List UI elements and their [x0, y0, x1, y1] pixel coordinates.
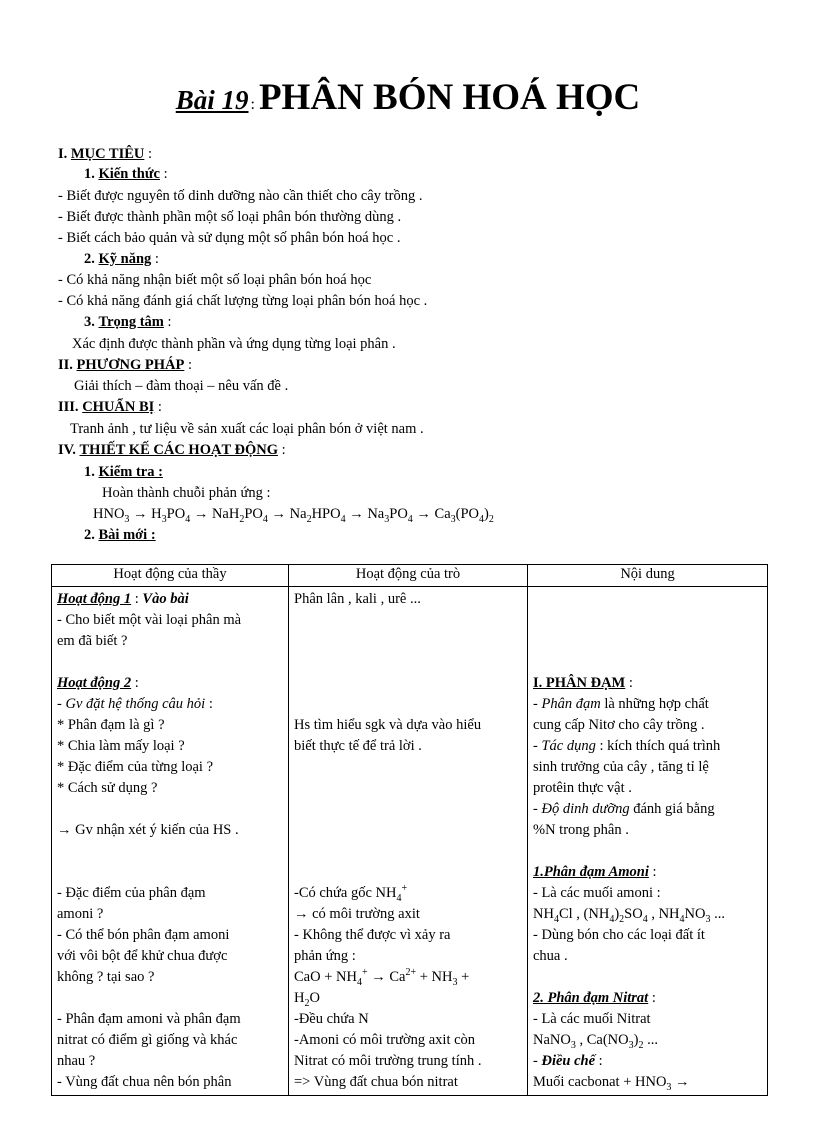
- blank-line: [294, 610, 522, 631]
- teacher-line: [57, 589, 283, 610]
- lesson-title: PHÂN BÓN HOÁ HỌC: [258, 77, 641, 118]
- knowledge-item: - Biết được thành phần một số loại phân bón thường dùng .: [58, 209, 402, 225]
- text-fragment: , NH: [647, 906, 680, 922]
- content-line: [533, 925, 762, 946]
- text-fragment: → NaH: [190, 506, 240, 522]
- student-activity-cell: [289, 587, 528, 1096]
- focus-text: Xác định được thành phần và ứng dụng từng loại phân .: [72, 336, 396, 352]
- content-line: [533, 673, 762, 694]
- text-fragment: 3: [384, 513, 390, 525]
- text-fragment: Tác dụng: [541, 738, 596, 754]
- text-fragment: → Na: [345, 506, 385, 522]
- blank-line: [533, 652, 762, 673]
- text-fragment: 4: [356, 976, 362, 988]
- text-fragment: 4: [396, 892, 402, 904]
- text-fragment: - Không thể được vì xảy ra: [294, 927, 451, 943]
- text-fragment: - Dùng bón cho các loại đất ít: [533, 927, 705, 943]
- text-fragment: biết thực tế để trả lời .: [294, 738, 422, 754]
- skills-item: - Có khả năng nhận biết một số loại phân bón hoá học: [58, 272, 372, 288]
- blank-line: [57, 988, 283, 1009]
- content-line: [533, 988, 762, 1009]
- text-fragment: 3: [161, 513, 167, 525]
- text-fragment: Cl , (NH: [558, 906, 610, 922]
- text-fragment: 2: [638, 1039, 644, 1051]
- student-line: [294, 967, 522, 988]
- text-fragment: NH: [533, 906, 554, 922]
- check-instruction: Hoàn thành chuỗi phản ứng :: [102, 485, 271, 501]
- text-fragment: Gv đặt hệ thống câu hỏi: [65, 696, 206, 712]
- text-fragment: -: [533, 738, 542, 754]
- text-fragment: 3: [666, 1081, 672, 1093]
- text-fragment: - Có thể bón phân đạm amoni: [57, 927, 230, 943]
- content-line: [533, 1030, 762, 1051]
- text-fragment: -: [533, 1053, 542, 1069]
- text-fragment: +: [457, 969, 470, 985]
- text-fragment: 4: [185, 513, 191, 525]
- text-fragment: , Ca(NO: [575, 1032, 629, 1048]
- text-fragment: không ? tại sao ?: [57, 969, 155, 985]
- text-fragment: * Phân đạm là gì ?: [57, 717, 165, 733]
- text-fragment: :: [131, 675, 139, 691]
- knowledge-heading: 1. Kiến thức :: [84, 166, 168, 182]
- text-fragment: HNO: [93, 506, 125, 522]
- student-line: [294, 883, 522, 904]
- blank-line: [294, 652, 522, 673]
- text-fragment: :: [625, 675, 633, 691]
- text-fragment: - Là các muối amoni :: [533, 885, 661, 901]
- blank-line: [294, 799, 522, 820]
- section-activities-heading: IV. THIẾT KẾ CÁC HOẠT ĐỘNG :: [58, 442, 286, 458]
- text-fragment: - Đặc điểm của phân đạm: [57, 885, 206, 901]
- student-line: [294, 1072, 522, 1093]
- text-fragment: sinh trưởng của cây , tăng tỉ lệ: [533, 759, 709, 775]
- blank-line: [57, 862, 283, 883]
- text-fragment: với vôi bột để khử chua được: [57, 948, 228, 964]
- teacher-line: [57, 694, 283, 715]
- text-fragment: Độ dinh dưỡng: [541, 801, 630, 817]
- text-fragment: 3: [452, 976, 458, 988]
- text-fragment: 4: [609, 913, 615, 925]
- text-fragment: 3: [450, 513, 456, 525]
- content-line: [533, 820, 762, 841]
- student-line: [294, 904, 522, 925]
- blank-line: [294, 778, 522, 799]
- text-fragment: O: [309, 990, 320, 1006]
- content-line: [533, 883, 762, 904]
- student-column-header: Hoạt động của trò: [289, 565, 528, 587]
- teacher-line: [57, 820, 283, 841]
- text-fragment: HPO: [311, 506, 341, 522]
- text-fragment: phản ứng :: [294, 948, 356, 964]
- text-fragment: CaO + NH: [294, 969, 357, 985]
- text-fragment: -Amoni có môi trường axit còn: [294, 1032, 476, 1048]
- text-fragment: NO: [684, 906, 706, 922]
- content-line: [533, 946, 762, 967]
- text-fragment: * Cách sử dụng ?: [57, 780, 158, 796]
- text-fragment: → Na: [267, 506, 307, 522]
- text-fragment: ...: [710, 906, 725, 922]
- text-fragment: ): [614, 906, 620, 922]
- preparation-text: Tranh ảnh , tư liệu về sản xuất các loại phân bón ở việt nam .: [70, 421, 424, 437]
- student-line: [294, 946, 522, 967]
- reaction-chain-formula: [93, 506, 494, 525]
- text-fragment: → có môi trường axit: [294, 906, 420, 922]
- blank-line: [57, 652, 283, 673]
- text-fragment: là những hợp chất: [600, 696, 709, 712]
- text-fragment: em đã biết ?: [57, 633, 128, 649]
- skills-item: - Có khả năng đánh giá chất lượng từng loại phân bón hoá học .: [58, 293, 428, 309]
- text-fragment: 4: [479, 513, 485, 525]
- text-fragment: * Chia làm mấy loại ?: [57, 738, 185, 754]
- student-line: [294, 1030, 522, 1051]
- text-fragment: 3: [705, 913, 711, 925]
- skills-heading: 2. Kỹ năng :: [84, 251, 159, 267]
- blank-line: [533, 610, 762, 631]
- text-fragment: 2: [304, 997, 310, 1009]
- blank-line: [57, 841, 283, 862]
- blank-line: [294, 862, 522, 883]
- blank-line: [533, 841, 762, 862]
- content-line: [533, 694, 762, 715]
- check-heading: 1. Kiểm tra :: [84, 464, 163, 480]
- text-fragment: 1.Phân đạm Amoni: [533, 864, 649, 880]
- blank-line: [294, 820, 522, 841]
- teacher-line: [57, 1009, 283, 1030]
- text-fragment: ): [633, 1032, 639, 1048]
- student-line: [294, 1009, 522, 1030]
- text-fragment: SO: [624, 906, 643, 922]
- teacher-line: [57, 778, 283, 799]
- text-fragment: Phân lân , kali , urê ...: [294, 591, 421, 607]
- text-fragment: 4: [340, 513, 346, 525]
- text-fragment: protêin thực vật .: [533, 780, 632, 796]
- text-fragment: 2: [619, 913, 625, 925]
- teacher-column-header: Hoạt động của thầy: [52, 565, 289, 587]
- text-fragment: 4: [553, 913, 559, 925]
- text-fragment: 3: [124, 513, 130, 525]
- text-fragment: → Ca: [412, 506, 451, 522]
- text-fragment: nitrat có điểm gì giống và khác: [57, 1032, 238, 1048]
- student-line: [294, 736, 522, 757]
- blank-line: [533, 631, 762, 652]
- text-fragment: Vào bài: [142, 591, 189, 607]
- teacher-line: [57, 715, 283, 736]
- text-fragment: chua .: [533, 948, 568, 964]
- text-fragment: → Ca: [367, 969, 406, 985]
- text-fragment: 4: [679, 913, 685, 925]
- table-row: [52, 587, 768, 1096]
- method-text: Giải thích – đàm thoại – nêu vấn đề .: [74, 378, 289, 394]
- text-fragment: NaNO: [533, 1032, 571, 1048]
- content-line: [533, 862, 762, 883]
- student-line: [294, 715, 522, 736]
- reaction-chain: [93, 505, 494, 523]
- text-fragment: 4: [642, 913, 648, 925]
- text-fragment: amoni ?: [57, 906, 104, 922]
- teacher-line: [57, 883, 283, 904]
- text-fragment: (PO: [455, 506, 480, 522]
- teacher-line: [57, 610, 283, 631]
- content-cell: [528, 587, 768, 1096]
- lesson-plan-table: [51, 564, 768, 1096]
- text-fragment: H: [294, 990, 305, 1006]
- text-fragment: →: [671, 1074, 690, 1090]
- text-fragment: %N trong phân .: [533, 822, 629, 838]
- text-fragment: -: [533, 801, 542, 817]
- blank-line: [533, 589, 762, 610]
- blank-line: [294, 673, 522, 694]
- text-fragment: → Gv nhận xét ý kiến của HS .: [57, 822, 239, 838]
- text-fragment: I. PHÂN ĐẠM: [533, 675, 626, 691]
- text-fragment: - Cho biết một vài loại phân mà: [57, 612, 242, 628]
- text-fragment: 2: [306, 513, 312, 525]
- document-title: [0, 76, 816, 119]
- teacher-line: [57, 1030, 283, 1051]
- text-fragment: PO: [389, 506, 408, 522]
- text-fragment: Hs tìm hiểu sgk và dựa vào hiểu: [294, 717, 482, 733]
- teacher-line: [57, 946, 283, 967]
- knowledge-item: - Biết cách bảo quản và sử dụng một số phân bón hoá học .: [58, 230, 401, 246]
- content-line: [533, 736, 762, 757]
- text-fragment: Nitrat có môi trường trung tính .: [294, 1053, 482, 1069]
- content-column-header: Nội dung: [528, 565, 768, 587]
- teacher-line: [57, 925, 283, 946]
- blank-line: [294, 694, 522, 715]
- text-fragment: ): [484, 506, 489, 522]
- text-fragment: cung cấp Nitơ cho cây trồng .: [533, 717, 705, 733]
- teacher-line: [57, 631, 283, 652]
- text-fragment: 2: [488, 513, 494, 525]
- teacher-line: [57, 904, 283, 925]
- section-preparation-heading: III. CHUẨN BỊ :: [58, 399, 162, 415]
- text-fragment: nhau ?: [57, 1053, 96, 1069]
- student-line: [294, 988, 522, 1009]
- content-line: [533, 1072, 762, 1093]
- text-fragment: 2: [239, 513, 245, 525]
- text-fragment: :: [595, 1053, 603, 1069]
- student-line: [294, 925, 522, 946]
- text-fragment: :: [131, 591, 143, 607]
- blank-line: [533, 967, 762, 988]
- text-fragment: - Vùng đất chua nên bón phân: [57, 1074, 232, 1090]
- lesson-number: Bài 19: [175, 85, 249, 115]
- student-line: [294, 1051, 522, 1072]
- text-fragment: : kích thích quá trình: [595, 738, 721, 754]
- teacher-line: [57, 1051, 283, 1072]
- content-line: [533, 904, 762, 925]
- text-fragment: 3: [570, 1039, 576, 1051]
- text-fragment: -Có chứa gốc NH: [294, 885, 397, 901]
- text-fragment: :: [205, 696, 213, 712]
- text-fragment: ...: [643, 1032, 658, 1048]
- content-line: [533, 1009, 762, 1030]
- text-fragment: PO: [244, 506, 263, 522]
- text-fragment: đánh giá bằng: [629, 801, 715, 817]
- teacher-line: [57, 736, 283, 757]
- content-line: [533, 778, 762, 799]
- content-line: [533, 799, 762, 820]
- text-fragment: 2+: [405, 967, 417, 979]
- blank-line: [57, 799, 283, 820]
- content-line: [533, 757, 762, 778]
- text-fragment: - Phân đạm amoni và phân đạm: [57, 1011, 241, 1027]
- focus-heading: 3. Trọng tâm :: [84, 314, 172, 330]
- text-fragment: Hoạt động 2: [57, 675, 132, 691]
- text-fragment: -: [57, 696, 66, 712]
- title-colon: :: [250, 96, 255, 113]
- student-line: [294, 589, 522, 610]
- text-fragment: → H: [129, 506, 162, 522]
- text-fragment: -Đều chứa N: [294, 1011, 369, 1027]
- text-fragment: Hoạt động 1: [57, 591, 132, 607]
- text-fragment: => Vùng đất chua bón nitrat: [294, 1074, 458, 1090]
- section-objectives-heading: I. MỤC TIÊU :: [58, 146, 153, 162]
- teacher-line: [57, 673, 283, 694]
- section-method-heading: II. PHƯƠNG PHÁP :: [58, 357, 192, 373]
- blank-line: [294, 841, 522, 862]
- text-fragment: :: [648, 864, 657, 880]
- teacher-line: [57, 757, 283, 778]
- text-fragment: * Đặc điểm của từng loại ?: [57, 759, 214, 775]
- text-fragment: :: [648, 990, 656, 1006]
- text-fragment: 4: [407, 513, 413, 525]
- text-fragment: +: [361, 967, 368, 979]
- knowledge-item: - Biết được nguyên tố dinh dưỡng nào cần thiết cho cây trồng .: [58, 188, 423, 204]
- text-fragment: + NH: [416, 969, 453, 985]
- text-fragment: PO: [166, 506, 186, 522]
- text-fragment: 3: [628, 1039, 634, 1051]
- teacher-line: [57, 1072, 283, 1093]
- text-fragment: +: [401, 883, 408, 895]
- blank-line: [294, 757, 522, 778]
- new-lesson-heading: 2. Bài mới :: [84, 527, 156, 543]
- text-fragment: - Là các muối Nitrat: [533, 1011, 651, 1027]
- table-header-row: [52, 565, 768, 587]
- text-fragment: 4: [262, 513, 268, 525]
- teacher-activity-cell: [52, 587, 289, 1096]
- blank-line: [294, 631, 522, 652]
- text-fragment: Điều chế: [541, 1053, 596, 1069]
- teacher-line: [57, 967, 283, 988]
- content-line: [533, 715, 762, 736]
- content-line: [533, 1051, 762, 1072]
- text-fragment: -: [533, 696, 542, 712]
- text-fragment: 2. Phân đạm Nitrat: [533, 990, 649, 1006]
- text-fragment: Phân đạm: [541, 696, 601, 712]
- text-fragment: Muối cacbonat + HNO: [533, 1074, 667, 1090]
